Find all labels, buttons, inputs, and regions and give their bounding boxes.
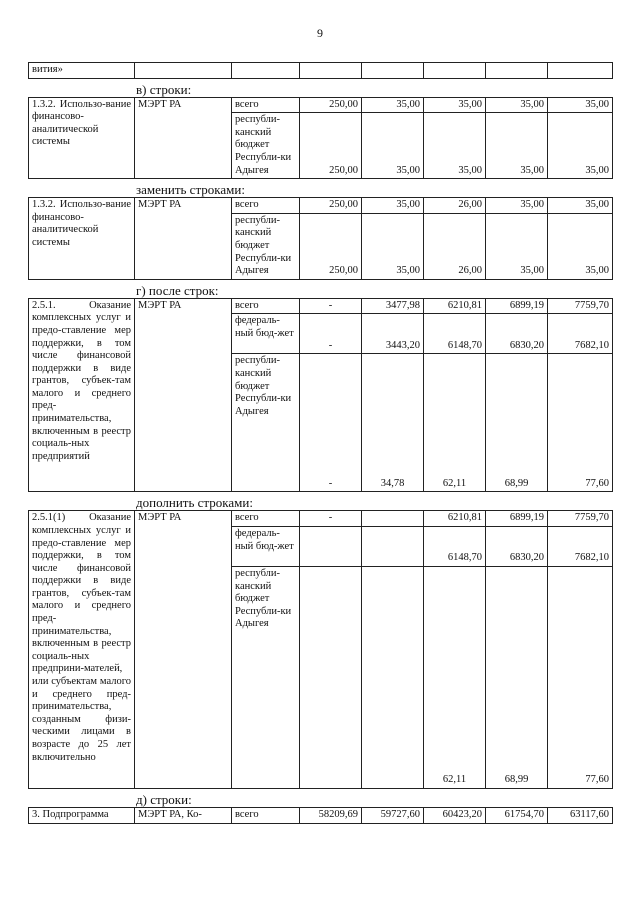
cell-source: всего bbox=[232, 198, 300, 214]
cell-value: 3477,98 bbox=[362, 298, 424, 314]
cell-executor: МЭРТ РА, Ко- bbox=[135, 807, 232, 823]
cell-value: - bbox=[300, 354, 362, 492]
cell-value: 77,60 bbox=[548, 354, 613, 492]
page-number: 9 bbox=[317, 26, 323, 40]
cell-value: 35,00 bbox=[362, 198, 424, 214]
cell-value: 250,00 bbox=[300, 198, 362, 214]
cell-value bbox=[362, 511, 424, 527]
cell-value: 62,11 bbox=[424, 354, 486, 492]
cell-value: 35,00 bbox=[486, 213, 548, 279]
cell-value: - bbox=[300, 511, 362, 527]
table-row bbox=[29, 97, 613, 113]
table-row-1-3-2-replacement bbox=[28, 197, 613, 280]
cell-value: 35,00 bbox=[424, 113, 486, 179]
cell-code-name: 3. Подпрограмма bbox=[29, 807, 135, 823]
cell-value: 3443,20 bbox=[362, 314, 424, 354]
cell-source: республи-канский бюджет Республи-ки Адыгея bbox=[232, 566, 300, 788]
cell-code-name: 1.3.2. Использо-вание финансово-аналитической системы bbox=[29, 198, 135, 280]
table-row bbox=[29, 63, 613, 79]
table-row bbox=[29, 807, 613, 823]
cell-source: федераль-ный бюд-жет bbox=[232, 314, 300, 354]
table-fragment-top bbox=[28, 62, 613, 79]
cell-value: 250,00 bbox=[300, 113, 362, 179]
cell-value: 7759,70 bbox=[548, 511, 613, 527]
cell-value: 6148,70 bbox=[424, 314, 486, 354]
cell-value: 6148,70 bbox=[424, 526, 486, 566]
cell-code-name: 2.5.1(1) Оказание комплексных услуг и предо-ставление мер поддержки, в том числе финансовой поддержки в виде грантов, субъек-там малого и среднего пред-принимательства, включенным в реестр социаль-ных предприни-мателей, или субъектам малого и среднего пред-принимательства, созданным физи-ческими лицами в возрасте до 25 лет включительно bbox=[29, 511, 135, 789]
cell-value: 35,00 bbox=[486, 113, 548, 179]
cell-value: 26,00 bbox=[424, 213, 486, 279]
cell-value: 35,00 bbox=[486, 198, 548, 214]
cell-source: всего bbox=[232, 298, 300, 314]
section-heading-replace: заменить строками: bbox=[136, 182, 245, 198]
cell-value: 35,00 bbox=[362, 113, 424, 179]
cell-value: 62,11 bbox=[424, 566, 486, 788]
cell-value: 35,00 bbox=[424, 97, 486, 113]
section-heading-g: г) после строк: bbox=[136, 282, 219, 298]
cell-value: 6830,20 bbox=[486, 526, 548, 566]
cell-value bbox=[300, 566, 362, 788]
cell-value: 35,00 bbox=[548, 198, 613, 214]
cell-value: 250,00 bbox=[300, 97, 362, 113]
cell-value bbox=[300, 526, 362, 566]
cell-source: федераль-ный бюд-жет bbox=[232, 526, 300, 566]
cell-value: 35,00 bbox=[548, 213, 613, 279]
cell-value: 68,99 bbox=[486, 354, 548, 492]
cell-value: 63117,60 bbox=[548, 807, 613, 823]
section-heading-v: в) строки: bbox=[136, 81, 192, 97]
cell-source: республи-канский бюджет Республи-ки Адыгея bbox=[232, 354, 300, 492]
cell-executor: МЭРТ РА bbox=[135, 97, 232, 179]
cell-value: 7759,70 bbox=[548, 298, 613, 314]
cell-value: 58209,69 bbox=[300, 807, 362, 823]
cell-value: 7682,10 bbox=[548, 314, 613, 354]
cell-value: - bbox=[300, 298, 362, 314]
table-row-1-3-2-original bbox=[28, 97, 613, 180]
cell-value: 59727,60 bbox=[362, 807, 424, 823]
table-row-2-5-1-1 bbox=[28, 510, 613, 789]
cell-executor: МЭРТ РА bbox=[135, 511, 232, 789]
cell-value: 35,00 bbox=[486, 97, 548, 113]
table-row-3-subprogram bbox=[28, 807, 613, 824]
cell-value: 6899,19 bbox=[486, 511, 548, 527]
cell-source: республи-канский бюджет Республи-ки Адыгея bbox=[232, 213, 300, 279]
cell-value: 60423,20 bbox=[424, 807, 486, 823]
cell-executor: МЭРТ РА bbox=[135, 298, 232, 492]
cell-value: 6899,19 bbox=[486, 298, 548, 314]
cell-source: всего bbox=[232, 511, 300, 527]
cell-value: 68,99 bbox=[486, 566, 548, 788]
cell-value: 6830,20 bbox=[486, 314, 548, 354]
cell-value: 6210,81 bbox=[424, 511, 486, 527]
cell-value: 35,00 bbox=[362, 97, 424, 113]
table-row bbox=[29, 298, 613, 314]
cell-code-name: 2.5.1. Оказание комплексных услуг и предо-ставление мер поддержки, в том числе финансовой поддержки в виде грантов, субъек-там малого и среднего пред-принимательства, включенным в реестр социаль-ных предприятий bbox=[29, 298, 135, 492]
table-row-2-5-1 bbox=[28, 298, 613, 493]
cell-code-name: 1.3.2. Использо-вание финансово-аналитической системы bbox=[29, 97, 135, 179]
cell-value: 35,00 bbox=[548, 97, 613, 113]
cell-value: 34,78 bbox=[362, 354, 424, 492]
cell-source: всего bbox=[232, 807, 300, 823]
document-body bbox=[28, 62, 612, 824]
cell-value bbox=[362, 566, 424, 788]
cell-executor: МЭРТ РА bbox=[135, 198, 232, 280]
section-heading-add: дополнить строками: bbox=[136, 495, 253, 511]
cell-value: 250,00 bbox=[300, 213, 362, 279]
cell-source: всего bbox=[232, 97, 300, 113]
cell-value: - bbox=[300, 314, 362, 354]
cell-code-name: вития» bbox=[29, 63, 135, 79]
table-row bbox=[29, 511, 613, 527]
cell-value: 7682,10 bbox=[548, 526, 613, 566]
cell-value: 77,60 bbox=[548, 566, 613, 788]
cell-value: 35,00 bbox=[548, 113, 613, 179]
cell-value bbox=[362, 526, 424, 566]
cell-value: 61754,70 bbox=[486, 807, 548, 823]
cell-value: 26,00 bbox=[424, 198, 486, 214]
table-row bbox=[29, 198, 613, 214]
cell-source: республи-канский бюджет Республи-ки Адыгея bbox=[232, 113, 300, 179]
cell-value: 6210,81 bbox=[424, 298, 486, 314]
section-heading-d: д) строки: bbox=[136, 791, 192, 807]
cell-value: 35,00 bbox=[362, 213, 424, 279]
